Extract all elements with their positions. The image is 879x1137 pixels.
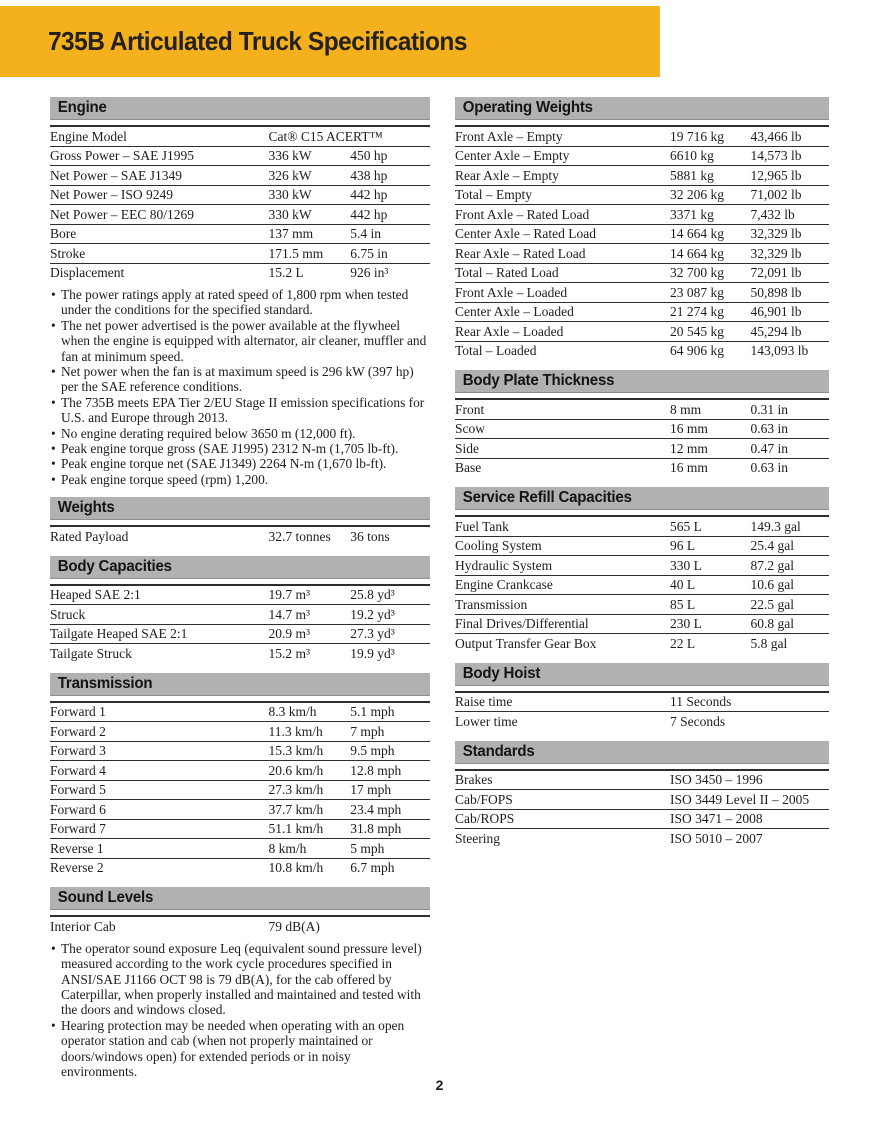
row-label: Forward 1 xyxy=(50,702,269,722)
table-body xyxy=(455,399,829,477)
row-metric-value: 3371 kg xyxy=(670,205,750,225)
page-footer xyxy=(0,1077,879,1095)
row-label: Displacement xyxy=(50,263,269,282)
section-title: Body Capacities xyxy=(57,557,172,575)
section-standards xyxy=(455,741,829,848)
row-label: Net Power – ISO 9249 xyxy=(50,185,269,205)
row-label: Side xyxy=(455,439,670,459)
row-label: Cab/FOPS xyxy=(455,790,670,810)
note-item: • The power ratings apply at rated speed of 1,800 rpm when tested under the conditions for the specified standard. xyxy=(50,287,430,318)
row-label: Total – Rated Load xyxy=(455,263,670,283)
table-row xyxy=(455,614,829,634)
row-imperial-value: 31.8 mph xyxy=(350,819,430,839)
row-imperial-value: 27.3 yd³ xyxy=(350,624,430,644)
table-row xyxy=(455,205,829,225)
row-label: Engine Model xyxy=(50,126,269,146)
row-metric-value: 40 L xyxy=(670,575,750,595)
row-metric-value: 32 700 kg xyxy=(670,263,750,283)
table-row xyxy=(50,605,430,625)
table-row xyxy=(50,185,430,205)
row-imperial-value: 0.47 in xyxy=(750,439,829,459)
row-metric-value: 11.3 km/h xyxy=(269,722,351,742)
table-row xyxy=(455,575,829,595)
row-metric-value: 20 545 kg xyxy=(670,322,750,342)
notes-list xyxy=(50,287,430,487)
row-metric-value: 565 L xyxy=(670,516,750,536)
section-header-transmission xyxy=(50,673,430,696)
table-row xyxy=(50,205,430,225)
row-label: Net Power – SAE J1349 xyxy=(50,166,269,186)
row-imperial-value: 22.5 gal xyxy=(750,595,829,615)
row-label: Bore xyxy=(50,224,269,244)
row-metric-value: 137 mm xyxy=(269,224,351,244)
spec-table xyxy=(50,701,430,878)
table-row xyxy=(50,722,430,742)
row-value: 11 Seconds xyxy=(670,692,829,712)
row-imperial-value: 438 hp xyxy=(350,166,430,186)
table-row xyxy=(455,244,829,264)
section-header-sound-levels xyxy=(50,887,430,910)
row-imperial-value: 32,329 lb xyxy=(750,224,829,244)
section-title: Service Refill Capacities xyxy=(462,489,632,506)
note-item: • The operator sound exposure Leq (equivalent sound pressure level) measured according to the work cycle procedures specified in ANSI/SAE J1166 OCT 98 is 79 dB(A), for the cab offered by Caterpillar, when properly installed and maintained and tested with the doors and windows closed. xyxy=(50,941,430,1018)
spec-table xyxy=(455,691,829,731)
table-row xyxy=(50,741,430,761)
row-metric-value: 20.9 m³ xyxy=(269,624,351,644)
row-imperial-value: 45,294 lb xyxy=(750,322,829,342)
table-row xyxy=(455,185,829,205)
row-imperial-value: 442 hp xyxy=(350,185,430,205)
row-metric-value: 16 mm xyxy=(670,458,750,477)
table-body xyxy=(455,126,829,360)
row-metric-value: 15.2 m³ xyxy=(269,644,351,663)
row-label: Stroke xyxy=(50,244,269,264)
table-row xyxy=(50,166,430,186)
row-imperial-value: 25.4 gal xyxy=(750,536,829,556)
spec-table xyxy=(50,525,430,546)
row-label: Heaped SAE 2:1 xyxy=(50,585,269,605)
spec-content xyxy=(50,97,829,1089)
table-row xyxy=(50,526,430,546)
table-row xyxy=(50,858,430,877)
row-label: Fuel Tank xyxy=(455,516,670,536)
row-metric-value: 19 716 kg xyxy=(670,126,750,146)
row-label: Total – Loaded xyxy=(455,341,670,360)
row-label: Rear Axle – Rated Load xyxy=(455,244,670,264)
table-row xyxy=(50,819,430,839)
table-row xyxy=(50,839,430,859)
section-header-service-refill-capacities xyxy=(455,487,829,510)
row-label: Cooling System xyxy=(455,536,670,556)
row-imperial-value: 0.63 in xyxy=(750,458,829,477)
row-value: ISO 3449 Level II – 2005 xyxy=(670,790,829,810)
row-metric-value: 37.7 km/h xyxy=(269,800,351,820)
row-metric-value: 330 kW xyxy=(269,185,351,205)
row-metric-value: 6610 kg xyxy=(670,146,750,166)
page-title: 735B Articulated Truck Specifications xyxy=(47,26,468,56)
section-title: Standards xyxy=(462,742,535,760)
table-row xyxy=(455,458,829,477)
table-row xyxy=(455,263,829,283)
row-metric-value: 32 206 kg xyxy=(670,185,750,205)
section-title: Weights xyxy=(57,499,115,517)
section-title: Body Hoist xyxy=(462,664,541,682)
row-imperial-value: 72,091 lb xyxy=(750,263,829,283)
row-imperial-value: 10.6 gal xyxy=(750,575,829,595)
note-item: • Net power when the fan is at maximum speed is 296 kW (397 hp) per the SAE reference conditions. xyxy=(50,364,430,395)
row-imperial-value: 17 mph xyxy=(350,780,430,800)
table-row xyxy=(50,761,430,781)
table-row xyxy=(455,224,829,244)
table-row xyxy=(455,556,829,576)
table-row xyxy=(50,263,430,282)
row-value: ISO 3450 – 1996 xyxy=(670,770,829,790)
row-label: Forward 4 xyxy=(50,761,269,781)
row-imperial-value: 43,466 lb xyxy=(750,126,829,146)
row-imperial-value: 71,002 lb xyxy=(750,185,829,205)
section-operating-weights xyxy=(455,97,829,360)
page-number: 2 xyxy=(435,1077,444,1093)
row-imperial-value: 7,432 lb xyxy=(750,205,829,225)
section-header-body-capacities xyxy=(50,556,430,579)
row-label: Output Transfer Gear Box xyxy=(455,634,670,653)
row-metric-value: 14.7 m³ xyxy=(269,605,351,625)
row-imperial-value: 60.8 gal xyxy=(750,614,829,634)
row-label: Engine Crankcase xyxy=(455,575,670,595)
row-label: Forward 7 xyxy=(50,819,269,839)
title-banner xyxy=(0,6,660,77)
row-imperial-value: 7 mph xyxy=(350,722,430,742)
row-imperial-value: 25.8 yd³ xyxy=(350,585,430,605)
row-imperial-value: 46,901 lb xyxy=(750,302,829,322)
spec-table xyxy=(455,515,829,653)
row-label: Front xyxy=(455,399,670,419)
table-row xyxy=(455,302,829,322)
row-metric-value: 12 mm xyxy=(670,439,750,459)
row-metric-value: 96 L xyxy=(670,536,750,556)
table-row xyxy=(50,702,430,722)
row-label: Front Axle – Empty xyxy=(455,126,670,146)
table-row xyxy=(455,770,829,790)
table-row xyxy=(455,536,829,556)
row-imperial-value: 0.63 in xyxy=(750,419,829,439)
note-item: • Hearing protection may be needed when operating with an open operator station and cab (when not properly maintained or doors/windows open) for extended periods or in noisy environments. xyxy=(50,1018,430,1080)
row-imperial-value: 6.7 mph xyxy=(350,858,430,877)
row-label: Rear Axle – Empty xyxy=(455,166,670,186)
table-row xyxy=(50,624,430,644)
row-label: Center Axle – Rated Load xyxy=(455,224,670,244)
table-row xyxy=(455,126,829,146)
row-value: ISO 3471 – 2008 xyxy=(670,809,829,829)
row-label: Raise time xyxy=(455,692,670,712)
row-label: Center Axle – Loaded xyxy=(455,302,670,322)
row-metric-value: 326 kW xyxy=(269,166,351,186)
table-row xyxy=(455,829,829,848)
row-label: Forward 6 xyxy=(50,800,269,820)
table-row xyxy=(455,283,829,303)
row-metric-value: 8 km/h xyxy=(269,839,351,859)
row-label: Brakes xyxy=(455,770,670,790)
row-imperial-value: 5.4 in xyxy=(350,224,430,244)
spec-table xyxy=(455,769,829,848)
section-body-plate-thickness xyxy=(455,370,829,477)
row-label: Lower time xyxy=(455,712,670,731)
row-imperial-value: 50,898 lb xyxy=(750,283,829,303)
note-item: • Peak engine torque gross (SAE J1995) 2312 N-m (1,705 lb-ft). xyxy=(50,441,430,456)
table-row xyxy=(50,800,430,820)
row-imperial-value: 6.75 in xyxy=(350,244,430,264)
table-row xyxy=(50,585,430,605)
spec-table xyxy=(455,125,829,360)
section-engine xyxy=(50,97,430,487)
row-imperial-value: 5.8 gal xyxy=(750,634,829,653)
row-metric-value: 22 L xyxy=(670,634,750,653)
row-imperial-value: 12,965 lb xyxy=(750,166,829,186)
section-header-weights xyxy=(50,497,430,520)
row-metric-value: 5881 kg xyxy=(670,166,750,186)
row-metric-value: 85 L xyxy=(670,595,750,615)
table-row xyxy=(455,595,829,615)
spec-table xyxy=(50,584,430,663)
table-body xyxy=(50,526,430,546)
table-row xyxy=(455,419,829,439)
row-label: Gross Power – SAE J1995 xyxy=(50,146,269,166)
row-imperial-value: 0.31 in xyxy=(750,399,829,419)
table-row xyxy=(455,322,829,342)
row-imperial-value: 14,573 lb xyxy=(750,146,829,166)
row-label: Base xyxy=(455,458,670,477)
row-label: Reverse 2 xyxy=(50,858,269,877)
row-label: Forward 3 xyxy=(50,741,269,761)
row-metric-value: 171.5 mm xyxy=(269,244,351,264)
row-value: Cat® C15 ACERT™ xyxy=(269,126,431,146)
right-column xyxy=(455,97,829,858)
row-label: Reverse 1 xyxy=(50,839,269,859)
table-row xyxy=(50,644,430,663)
section-title: Transmission xyxy=(57,674,153,692)
table-row xyxy=(455,692,829,712)
section-title: Sound Levels xyxy=(57,889,154,907)
row-imperial-value: 450 hp xyxy=(350,146,430,166)
table-body xyxy=(50,702,430,878)
note-item: • Peak engine torque net (SAE J1349) 2264 N-m (1,670 lb-ft). xyxy=(50,456,430,471)
row-imperial-value: 926 in³ xyxy=(350,263,430,282)
section-weights xyxy=(50,497,430,546)
row-imperial-value: 442 hp xyxy=(350,205,430,225)
row-label: Forward 2 xyxy=(50,722,269,742)
row-metric-value: 15.2 L xyxy=(269,263,351,282)
table-row xyxy=(455,399,829,419)
table-body xyxy=(455,770,829,848)
row-imperial-value: 5.1 mph xyxy=(350,702,430,722)
row-metric-value: 336 kW xyxy=(269,146,351,166)
row-metric-value: 8.3 km/h xyxy=(269,702,351,722)
row-label: Tailgate Struck xyxy=(50,644,269,663)
table-row xyxy=(50,126,430,146)
row-metric-value: 64 906 kg xyxy=(670,341,750,360)
table-row xyxy=(455,166,829,186)
row-metric-value: 16 mm xyxy=(670,419,750,439)
row-imperial-value: 149.3 gal xyxy=(750,516,829,536)
table-row xyxy=(50,224,430,244)
row-metric-value: 330 L xyxy=(670,556,750,576)
section-title: Engine xyxy=(57,99,107,116)
table-row xyxy=(455,634,829,653)
row-label: Steering xyxy=(455,829,670,848)
table-row xyxy=(50,146,430,166)
row-imperial-value: 12.8 mph xyxy=(350,761,430,781)
row-imperial-value: 143,093 lb xyxy=(750,341,829,360)
row-metric-value: 15.3 km/h xyxy=(269,741,351,761)
spec-table xyxy=(50,915,430,936)
table-body xyxy=(50,916,430,936)
section-header-standards xyxy=(455,741,829,764)
table-row xyxy=(455,712,829,731)
section-sound-levels xyxy=(50,887,430,1079)
row-metric-value: 20.6 km/h xyxy=(269,761,351,781)
note-item: • Peak engine torque speed (rpm) 1,200. xyxy=(50,472,430,487)
row-label: Struck xyxy=(50,605,269,625)
row-label: Front Axle – Rated Load xyxy=(455,205,670,225)
spec-table xyxy=(455,398,829,477)
row-label: Tailgate Heaped SAE 2:1 xyxy=(50,624,269,644)
row-label: Final Drives/Differential xyxy=(455,614,670,634)
row-imperial-value: 36 tons xyxy=(350,526,430,546)
section-transmission xyxy=(50,673,430,878)
row-label: Hydraulic System xyxy=(455,556,670,576)
row-label: Rear Axle – Loaded xyxy=(455,322,670,342)
row-metric-value: 21 274 kg xyxy=(670,302,750,322)
row-metric-value: 51.1 km/h xyxy=(269,819,351,839)
row-metric-value: 330 kW xyxy=(269,205,351,225)
row-imperial-value: 19.9 yd³ xyxy=(350,644,430,663)
table-row xyxy=(455,790,829,810)
row-imperial-value: 23.4 mph xyxy=(350,800,430,820)
row-metric-value: 19.7 m³ xyxy=(269,585,351,605)
note-item: • The 735B meets EPA Tier 2/EU Stage II emission specifications for U.S. and Europe through 2013. xyxy=(50,395,430,426)
note-item: • The net power advertised is the power available at the flywheel when the engine is equipped with alternator, air cleaner, muffler and fan at minimum speed. xyxy=(50,318,430,364)
section-service-refill-capacities xyxy=(455,487,829,653)
row-label: Rated Payload xyxy=(50,526,269,546)
row-label: Cab/ROPS xyxy=(455,809,670,829)
row-label: Net Power – EEC 80/1269 xyxy=(50,205,269,225)
row-metric-value: 8 mm xyxy=(670,399,750,419)
table-row xyxy=(455,439,829,459)
row-label: Front Axle – Loaded xyxy=(455,283,670,303)
row-value: ISO 5010 – 2007 xyxy=(670,829,829,848)
row-metric-value: 14 664 kg xyxy=(670,244,750,264)
row-metric-value: 230 L xyxy=(670,614,750,634)
row-label: Interior Cab xyxy=(50,916,269,936)
row-label: Scow xyxy=(455,419,670,439)
row-label: Total – Empty xyxy=(455,185,670,205)
section-title: Body Plate Thickness xyxy=(462,372,615,389)
section-header-body-hoist xyxy=(455,663,829,686)
row-metric-value: 32.7 tonnes xyxy=(269,526,351,546)
row-metric-value: 10.8 km/h xyxy=(269,858,351,877)
row-value: 79 dB(A) xyxy=(269,916,431,936)
left-column xyxy=(50,97,430,1089)
row-imperial-value: 5 mph xyxy=(350,839,430,859)
notes-list xyxy=(50,941,430,1080)
section-header-engine xyxy=(50,97,430,120)
table-body xyxy=(455,516,829,653)
table-body xyxy=(50,126,430,282)
row-imperial-value: 87.2 gal xyxy=(750,556,829,576)
row-metric-value: 27.3 km/h xyxy=(269,780,351,800)
row-label: Forward 5 xyxy=(50,780,269,800)
table-body xyxy=(455,692,829,731)
row-value: 7 Seconds xyxy=(670,712,829,731)
table-body xyxy=(50,585,430,663)
section-body-capacities xyxy=(50,556,430,663)
row-label: Center Axle – Empty xyxy=(455,146,670,166)
table-row xyxy=(455,146,829,166)
section-header-body-plate-thickness xyxy=(455,370,829,393)
row-imperial-value: 32,329 lb xyxy=(750,244,829,264)
table-row xyxy=(455,809,829,829)
note-item: • No engine derating required below 3650 m (12,000 ft). xyxy=(50,426,430,441)
row-imperial-value: 9.5 mph xyxy=(350,741,430,761)
row-metric-value: 14 664 kg xyxy=(670,224,750,244)
table-row xyxy=(455,341,829,360)
table-row xyxy=(50,916,430,936)
spec-table xyxy=(50,125,430,282)
row-imperial-value: 19.2 yd³ xyxy=(350,605,430,625)
row-label: Transmission xyxy=(455,595,670,615)
table-row xyxy=(455,516,829,536)
table-row xyxy=(50,780,430,800)
section-body-hoist xyxy=(455,663,829,731)
table-row xyxy=(50,244,430,264)
section-title: Operating Weights xyxy=(462,99,593,116)
section-header-operating-weights xyxy=(455,97,829,120)
row-metric-value: 23 087 kg xyxy=(670,283,750,303)
